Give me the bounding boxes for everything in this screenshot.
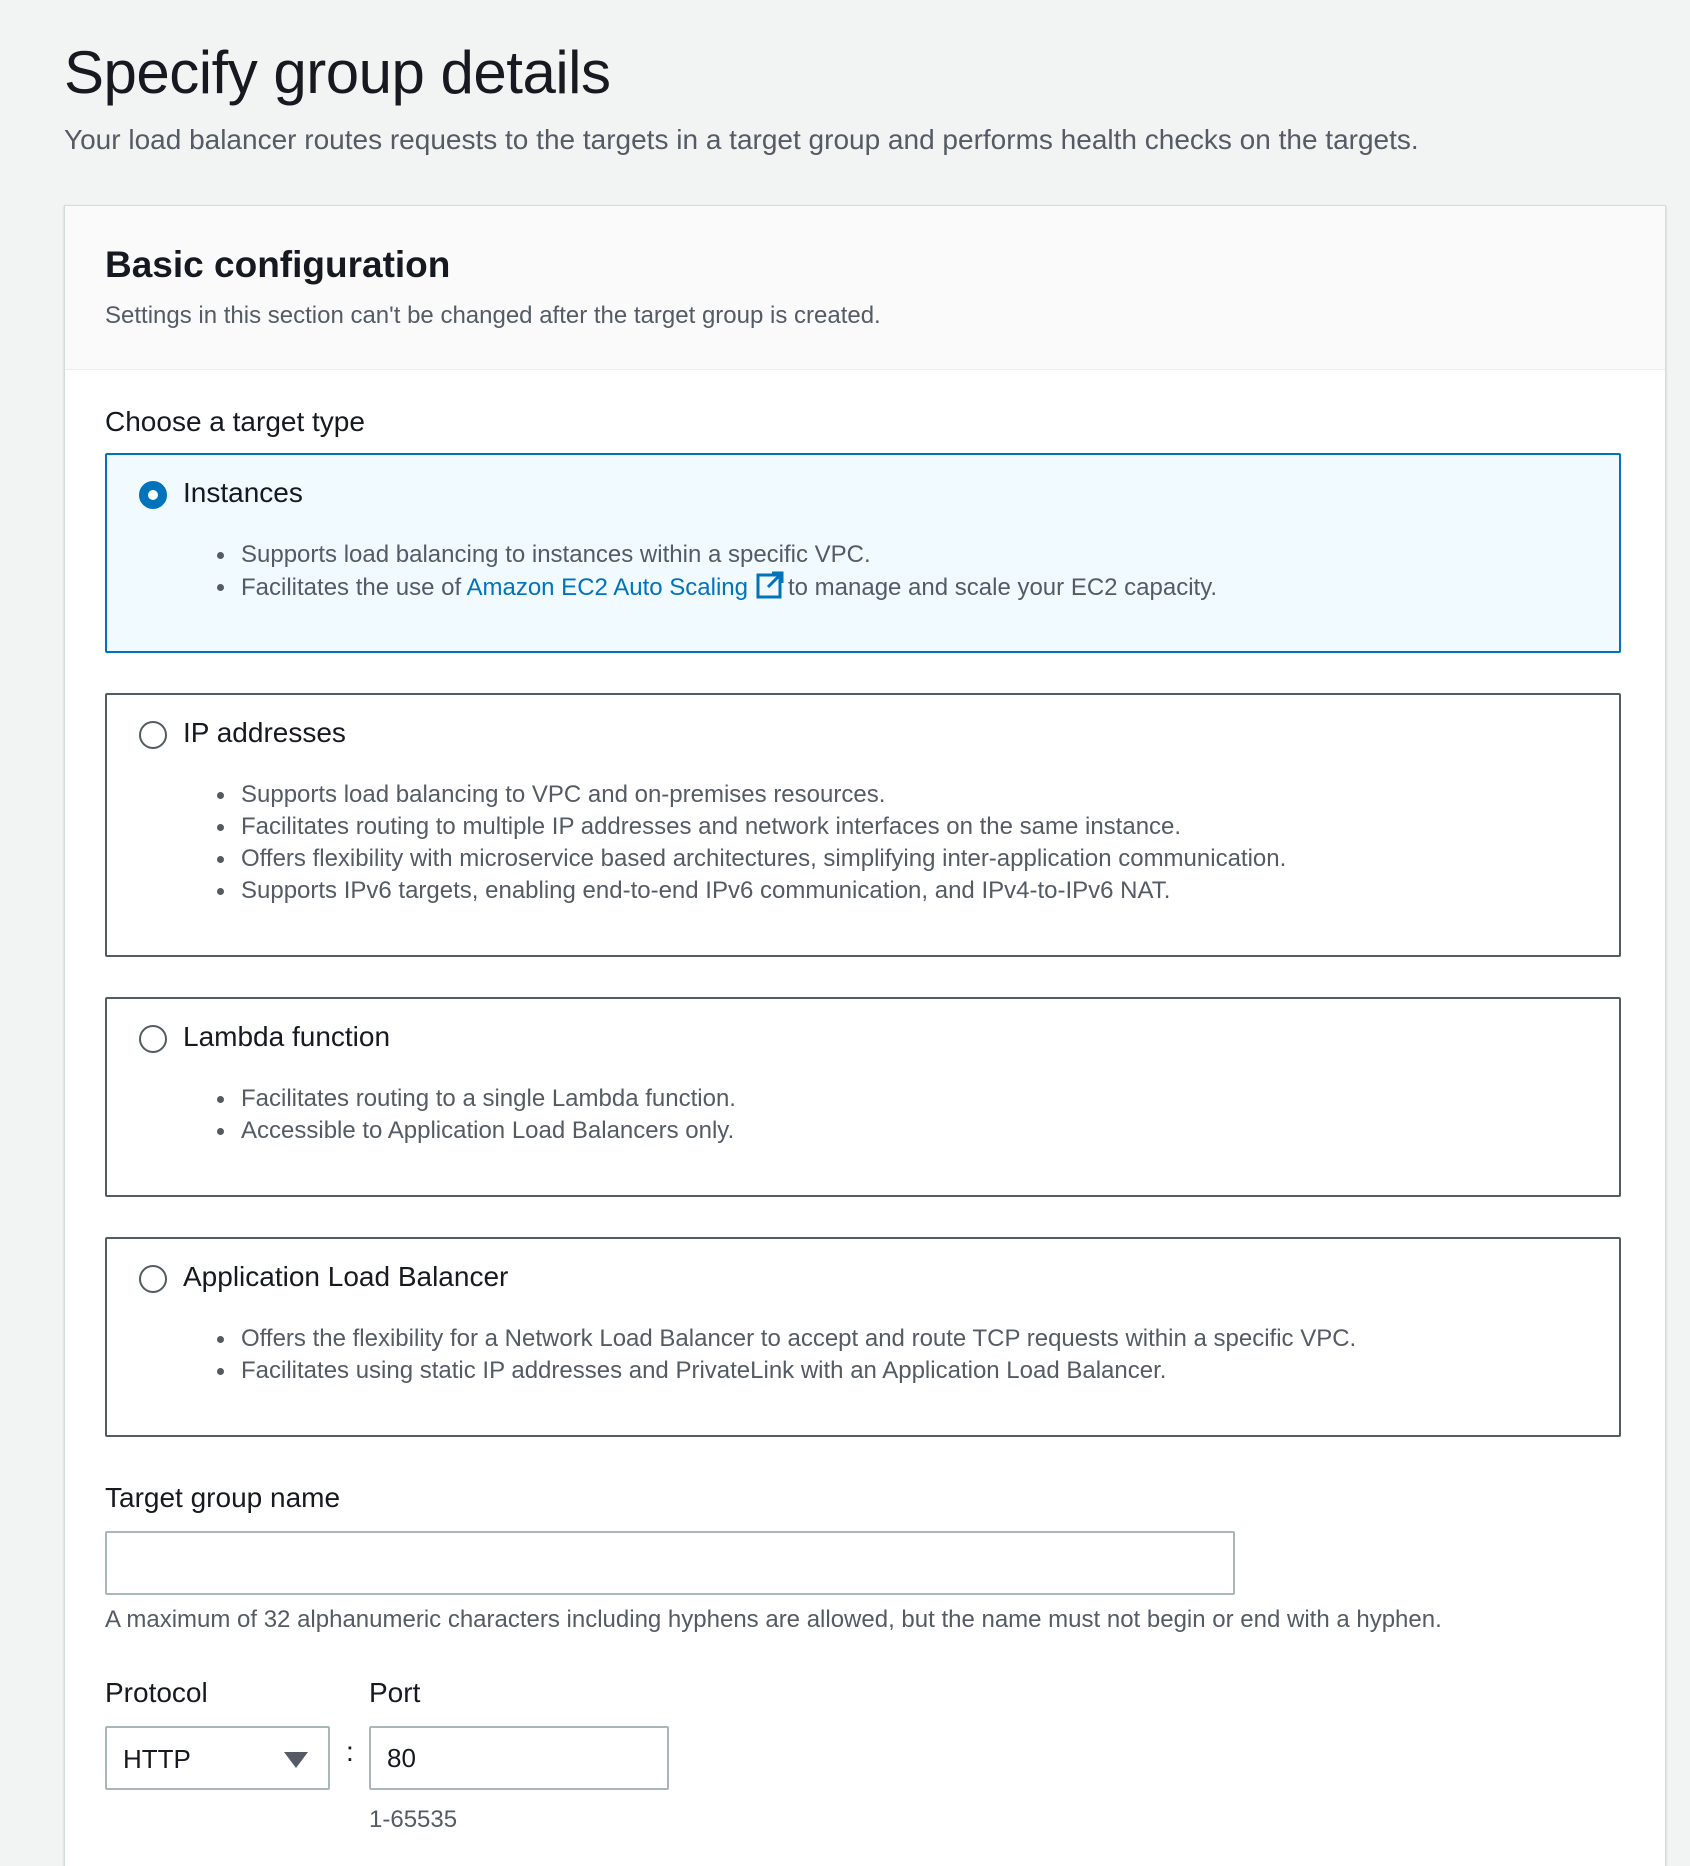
bullet-item: Supports IPv6 targets, enabling end-to-end IPv6 communication, and IPv4-to-IPv6 NAT. xyxy=(241,875,1286,907)
section-description: Settings in this section can't be changed after the target group is created. xyxy=(105,302,881,329)
tile-bullets-lambda-function xyxy=(241,1083,736,1147)
ec2-auto-scaling-link[interactable]: Amazon EC2 Auto Scaling xyxy=(466,574,748,601)
tile-label-application-load-balancer: Application Load Balancer xyxy=(183,1261,509,1292)
basic-configuration-container xyxy=(64,205,1666,1866)
target-type-tile-application-load-balancer[interactable] xyxy=(105,1237,1621,1437)
bullet-item: Accessible to Application Load Balancers only. xyxy=(241,1115,736,1147)
bullet-text: Facilitates the use of xyxy=(241,574,462,601)
protocol-label: Protocol xyxy=(105,1677,208,1708)
bullet-item: Facilitates routing to multiple IP addresses and network interfaces on the same instance. xyxy=(241,811,1286,843)
caret-down-icon xyxy=(284,1752,308,1768)
tile-bullets-ip-addresses xyxy=(241,779,1286,907)
target-type-tile-ip-addresses[interactable] xyxy=(105,693,1621,957)
target-type-label: Choose a target type xyxy=(105,406,365,437)
port-input[interactable] xyxy=(369,1726,669,1790)
target-group-name-input[interactable] xyxy=(105,1531,1235,1595)
tile-bullets-instances xyxy=(241,539,1217,608)
radio-instances[interactable] xyxy=(139,481,167,509)
bullet-item xyxy=(241,571,1217,608)
bullet-text-suffix: to manage and scale your EC2 capacity. xyxy=(787,574,1218,601)
external-link-icon xyxy=(756,571,784,608)
bullet-item: Offers flexibility with microservice based architectures, simplifying inter-application communication. xyxy=(241,843,1286,875)
port-label: Port xyxy=(369,1677,421,1708)
tile-label-lambda-function: Lambda function xyxy=(183,1021,391,1052)
target-group-name-hint: A maximum of 32 alphanumeric characters including hyphens are allowed, but the name must not begin or end with a hyphen. xyxy=(105,1606,1442,1633)
radio-lambda-function[interactable] xyxy=(139,1025,167,1053)
target-group-name-label: Target group name xyxy=(105,1482,341,1513)
bullet-item: Supports load balancing to instances within a specific VPC. xyxy=(241,539,1217,571)
bullet-item: Offers the flexibility for a Network Load Balancer to accept and route TCP requests within a specific VPC. xyxy=(241,1323,1356,1355)
page-title: Specify group details xyxy=(64,39,611,106)
tile-bullets-application-load-balancer xyxy=(241,1323,1356,1387)
section-title: Basic configuration xyxy=(105,244,451,285)
tile-label-ip-addresses: IP addresses xyxy=(183,717,346,748)
protocol-select-value: HTTP xyxy=(123,1744,191,1774)
target-type-tile-lambda-function[interactable] xyxy=(105,997,1621,1197)
port-range-hint: 1-65535 xyxy=(369,1806,458,1833)
tile-label-instances: Instances xyxy=(183,477,303,508)
radio-ip-addresses[interactable] xyxy=(139,721,167,749)
protocol-select[interactable] xyxy=(105,1726,330,1790)
page-description: Your load balancer routes requests to the targets in a target group and performs health checks on the targets. xyxy=(64,124,1419,155)
target-type-tile-instances[interactable] xyxy=(105,453,1621,653)
protocol-port-separator: : xyxy=(346,1736,354,1767)
container-header xyxy=(65,206,1665,370)
bullet-item: Facilitates routing to a single Lambda function. xyxy=(241,1083,736,1115)
bullet-item: Supports load balancing to VPC and on-premises resources. xyxy=(241,779,1286,811)
bullet-item: Facilitates using static IP addresses and PrivateLink with an Application Load Balancer. xyxy=(241,1355,1356,1387)
radio-application-load-balancer[interactable] xyxy=(139,1265,167,1293)
